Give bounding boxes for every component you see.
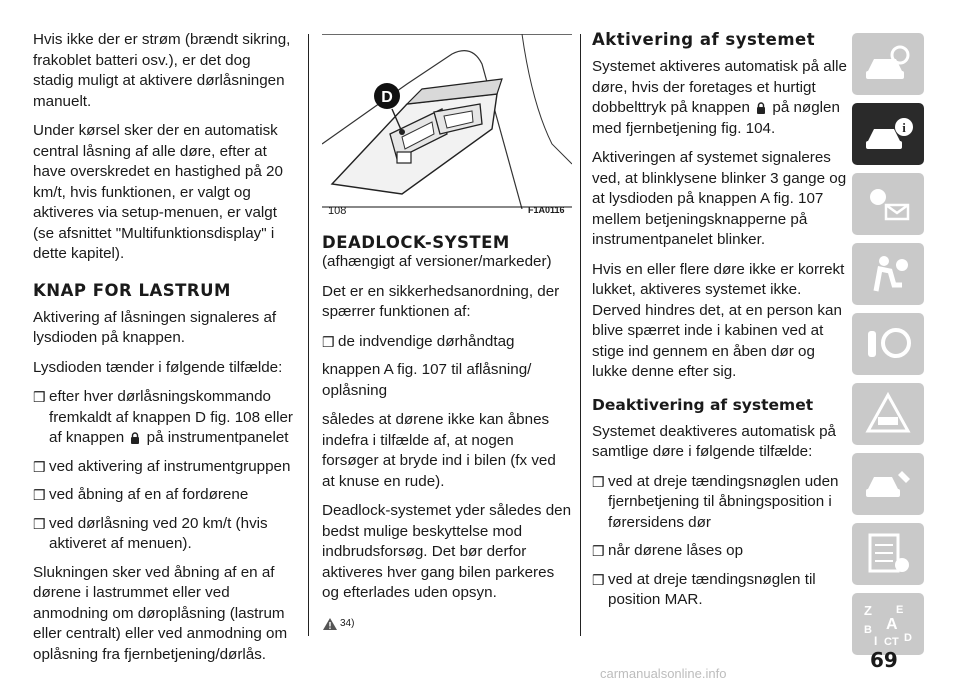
list-item: [33, 387, 295, 449]
bullet-checkbox-icon: ❒: [592, 571, 605, 588]
specs-list-icon: [862, 531, 914, 577]
svg-text:B: B: [864, 624, 872, 636]
list-item-text: efter hver dørlåsningskommando fremkaldt af knappen D fig. 108 eller af knappen: [49, 388, 293, 446]
list-item-text: ved aktivering af instrumentgruppen: [49, 457, 291, 475]
airbag-seat-icon: [862, 251, 914, 297]
section-heading: Aktivering af systemet: [592, 30, 816, 49]
breakdown-icon: [862, 391, 914, 437]
bullet-checkbox-icon: ❒: [33, 389, 46, 405]
list-item: [33, 485, 295, 506]
paragraph-text: på nøglen med fjernbetjening fig. 104.: [592, 99, 840, 137]
figure-108: [322, 34, 572, 214]
paragraph: Under kørsel sker der en automatisk central låsning af alle døre, efter at have overskredet en hastighed på 20 km/t, hvis funktionen, er valgt og aktiveres via setup-menuen, er valgt (se afsnittet "Multifunktionsdisplay" i dette kapitel).: [33, 122, 283, 262]
paragraph: Aktiveringen af systemet signaleres ved, at blinklysene blinker 3 gange og at lysdioden på knappen A fig. 107 mellem betjeningsknapperne på instrumentpanelet blinker.: [592, 149, 847, 248]
tab-car-info[interactable]: [852, 103, 924, 165]
steering-wheel-key-icon: [862, 321, 914, 367]
column-divider: [308, 34, 309, 636]
list-item: [33, 514, 295, 555]
list-item: [322, 332, 572, 353]
tab-breakdown[interactable]: [852, 383, 924, 445]
car-info-icon: [862, 111, 914, 157]
svg-text:A: A: [886, 616, 898, 633]
paragraph: Aktivering af låsningen signaleres af lysdioden på knappen.: [33, 308, 277, 346]
paragraph: knappen A fig. 107 til aflåsning/ oplåsning: [322, 361, 532, 399]
svg-text:E: E: [896, 604, 904, 616]
bullet-checkbox-icon: ❒: [33, 487, 46, 503]
list-item-text: ved dørlåsning ved 20 km/t (hvis aktiveret af menuen).: [49, 514, 268, 552]
list-item: [592, 541, 848, 562]
column-left: [33, 30, 295, 674]
page-number: 69: [870, 648, 898, 672]
warning-reference: [322, 614, 572, 635]
subtitle: (afhængigt af versioner/markeder): [322, 253, 552, 270]
warning-lights-icon: [862, 181, 914, 227]
bullet-checkbox-icon: ❒: [592, 543, 605, 559]
warning-triangle-icon: [322, 617, 338, 631]
tab-car-search[interactable]: [852, 33, 924, 95]
bullet-checkbox-icon: ❒: [33, 458, 46, 475]
figure-callout-label: D: [381, 89, 393, 106]
tab-car-service[interactable]: [852, 453, 924, 515]
paragraph: Det er en sikkerhedsanordning, der spærrer funktionen af:: [322, 282, 560, 320]
paragraph: Hvis en eller flere døre ikke er korrekt lukket, aktiveres systemet ikke. Derved hindres det, at en person kan blive spærret inde i kabinen ved at stige ind gennem en åben dør og lukke denne efter sig.: [592, 260, 845, 380]
list-item-text: når dørene låses op: [608, 542, 744, 559]
svg-text:Z: Z: [864, 603, 872, 618]
car-service-icon: [862, 461, 914, 507]
warning-ref-text: 34): [340, 617, 355, 629]
tab-airbag-seat[interactable]: [852, 243, 924, 305]
paragraph: Hvis ikke der er strøm (brændt sikring, frakoblet batteri osv.), er det dog stadig muligt at aktivere dørlåsningen manuelt.: [33, 31, 291, 110]
svg-text:C: C: [884, 636, 892, 647]
list-item-text: på instrumentpanelet: [146, 429, 289, 446]
svg-text:i: i: [902, 120, 906, 135]
window-switch-illustration: [322, 34, 572, 209]
svg-text:T: T: [892, 636, 899, 647]
tab-specs[interactable]: [852, 523, 924, 585]
list-item-text: ved at dreje tændingsnøglen til position MAR.: [608, 570, 816, 608]
chapter-tabs: [852, 33, 924, 663]
column-right: [592, 30, 848, 619]
tab-steering-key[interactable]: [852, 313, 924, 375]
list-item: [592, 472, 848, 534]
tab-index[interactable]: [852, 593, 924, 655]
list-item: [33, 457, 295, 478]
paragraph-text: Systemet aktiveres automatisk på alle døre, hvis der foretages et hurtigt dobbelttryk på knappen: [592, 58, 847, 116]
figure-code: F1A0116: [528, 205, 565, 215]
car-search-icon: [862, 41, 914, 87]
subsection-heading: Deaktivering af systemet: [592, 395, 814, 414]
section-heading: DEADLOCK-SYSTEM: [322, 233, 510, 252]
figure-number: 108: [328, 205, 347, 217]
lock-icon: [756, 102, 766, 114]
bullet-checkbox-icon: ❒: [322, 333, 335, 350]
list-item-text: de indvendige dørhåndtag: [338, 332, 515, 350]
list-item: [592, 570, 848, 611]
list-item-text: ved at dreje tændingsnøglen uden fjernbetjening til åbningsposition i førersidens dør: [608, 472, 839, 531]
paragraph: Slukningen sker ved åbning af en af dørene i lastrummet eller ved anmodning om døroplåsning (lastrum eller centralt) eller ved anmodning om oplåsning fra fjernbetjening/dørlås.: [33, 563, 288, 663]
index-letters-icon: [862, 601, 914, 647]
column-middle: [322, 233, 572, 634]
paragraph: Systemet deaktiveres automatisk på samtlige døre i følgende tilfælde:: [592, 422, 836, 460]
svg-text:D: D: [904, 632, 912, 644]
lock-icon: [130, 432, 140, 444]
list-item-text: ved åbning af en af fordørene: [49, 486, 249, 503]
column-divider: [580, 34, 581, 636]
paragraph: Deadlock-systemet yder således den bedst mulige beskyttelse mod indbrudsforsøg. Det bør derfor aktiveres hver gang bilen parkeres og efterlades uden opsyn.: [322, 502, 572, 601]
paragraph: Lysdioden tænder i følgende tilfælde:: [33, 358, 283, 376]
paragraph: således at dørene ikke kan åbnes indefra i tilfælde af, at nogen forsøger at bryde ind i bilen (fx ved at knuse en rude).: [322, 411, 556, 490]
watermark: carmanualsonline.info: [600, 666, 727, 681]
bullet-checkbox-icon: ❒: [592, 473, 605, 490]
tab-warning-lights[interactable]: [852, 173, 924, 235]
paragraph: [592, 57, 848, 139]
section-heading: KNAP FOR LASTRUM: [33, 280, 231, 300]
svg-text:I: I: [874, 634, 878, 647]
bullet-checkbox-icon: ❒: [33, 515, 46, 532]
